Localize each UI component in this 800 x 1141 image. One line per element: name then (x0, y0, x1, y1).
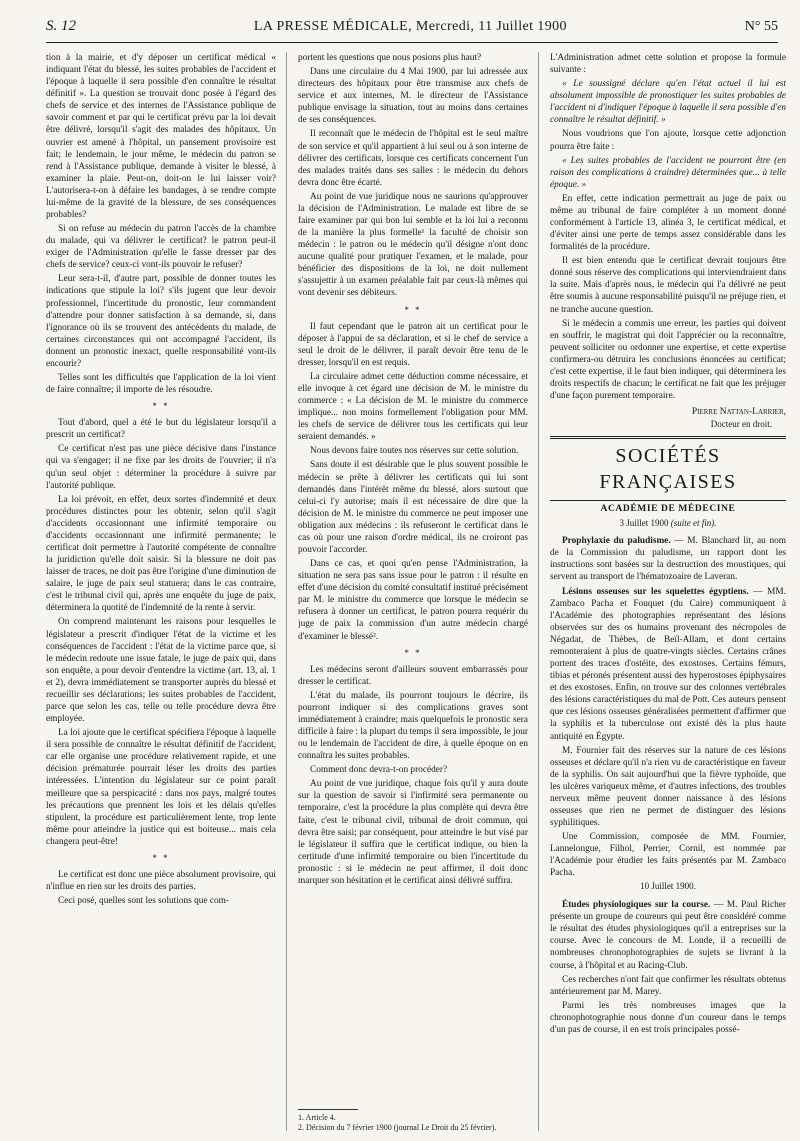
footnote: 1. Article 4. (298, 1113, 336, 1122)
society-heading: ACADÉMIE DE MÉDECINE (600, 504, 736, 515)
paragraph: La circulaire admet cette déduction comme nécessaire, et elle invoque à cet égard une décision de M. le ministre du commerce : « La décision de M. le ministre du commerce implique... non moins formellement l'obligation pour MM. les chefs de service de délivrer tous les certificats qui leur seraient demandés. » (298, 371, 528, 443)
paragraph: Dans ce cas, et quoi qu'en pense l'Administration, la situation ne sera pas sans issue pour le patron : il résulte en effet d'une décision du comité consultatif institué précisément par M. le ministre du commerce que lorsque le médecin se refusera à donner un certificat, le patron pourra requérir du juge de paix la commission d'un autre médecin chargé d'examiner le blessé². (298, 559, 528, 642)
paragraph: Ces recherches n'ont fait que confirmer les résultats obtenus antérieurement par M. Marey. (550, 974, 786, 997)
section-stars: * * (404, 304, 422, 315)
paragraph: Au point de vue juridique, chaque fois qu'il y aura doute sur la question de savoir si l'infirmité sera permanente ou temporaire, c'est la procédure la plus complète qui devra être faite, c'est le tribunal civil, tribunal de droit commun, qui devra être saisi; par conséquent, pour atteindre le but visé par le législateur il suffira que le certificat indique, ou bien la certitude d'une infirmité temporaire ou bien l'incertitude du pronostic : si le médecin ne peut affirmer, il doit donc marquer son hésitation et le certificat ainsi délivré suffira. (298, 779, 528, 886)
paragraph: Leur sera-t-il, d'autre part, possible de donner toutes les indications que stipule la loi? s'ils jugent que leur devoir professionnel, l'incertitude du pronostic, leur commandent d'attendre pour donner satisfaction à sa demande, si, dans l'ignorance où ils se trouvent des antécédents du malade, de certaines circonstances qui ont accompagné l'accident, ils donnent un pronostic inexact, quelle responsabilité vont-ils encourir? (46, 274, 276, 369)
column-rule (286, 52, 287, 1131)
footnote-rule (298, 1109, 358, 1110)
paragraph: Si le médecin a commis une erreur, les parties qui doivent en souffrir, le magistrat qui doit l'apprécier ou la reconnaître, peuvent solliciter ou ordonner une expertise, et cette expertise confirmera-ou détruira les conclusions énoncées au certificat; c'est cette expertise, il le faut bien indiquer, qui déterminera les droits respectifs de chacun; le certificat ne fait que les préjuger d'une façon purement temporaire. (550, 318, 786, 402)
author-title: Docteur en droit. (710, 418, 772, 429)
paragraph: Nous devons faire toutes nos réserves sur cette solution. (310, 446, 519, 457)
column-3 (550, 52, 786, 1135)
footnote: 2. Décision du 7 février 1900 (journal Le Droit du 25 février). (298, 1123, 497, 1132)
paragraph: Tout d'abord, quel a été le but du législateur lorsqu'il a prescrit un certificat? (46, 418, 276, 441)
paragraph: Ceci posé, quelles sont les solutions que com- (58, 896, 229, 907)
paragraph: L'Administration admet cette solution et propose la formule suivante : (550, 53, 786, 76)
paragraph: Comment donc devra-t-on procéder? (310, 765, 448, 776)
paragraph: Il reconnaît que le médecin de l'hôpital est le seul maître de son service et qu'il appartient à lui seul ou à son interne de délivrer des certificats, lorsque ces certificats concernent l'un des malades traités dans ses salles : le médecin du dehors devra donc être écarté. (298, 129, 528, 188)
item-title: Études physiologiques sur la course. (562, 900, 711, 911)
issue-number: N° 55 (744, 19, 778, 34)
journal-title: LA PRESSE MÉDICALE, Mercredi, 11 Juillet 1900 (253, 19, 567, 34)
paragraph: Au point de vue juridique nous ne saurions qu'approuver la décision de l'Administration. Le malade est libre de se faire examiner par qui bon lui semble et la loi lui a reconnu de la manière la plus formelle¹ la faculté de choisir son médecin : le patron ou le médecin qu'il désigne n'ont donc aucune qualité pour pratiquer l'examen, et le malade, pour bénéficier des dispositions de la loi, ne doit nullement s'assujettir à un examen préalable fait par ceux-là mêmes qui vont devenir ses débiteurs. (298, 191, 528, 299)
session-date (550, 518, 786, 530)
quoted-formula: « Le soussigné déclare qu'en l'état actuel il lui est absolument impossible de pronostiquer les suites probables de l'accident ni d'indiquer l'époque à laquelle il sera possible d'en connaître le résultat définitif. » (550, 79, 786, 126)
paragraph: Si on refuse au médecin du patron l'accès de la chambre du malade, qui va délivrer le certificat? le patron peut-il exiger de l'Administration qu'elle le fasse dresser par des chefs de service? ceux-ci vont-ils pouvoir le refuser? (46, 224, 276, 271)
paragraph: Une Commission, composée de MM. Fournier, Lannelongue, Filhol, Perrier, Cornil, est nommée par l'Académie pour étudier les faits présentés par M. Zambaco Pacha. (550, 832, 786, 879)
paragraph: portent les questions que nous posions plus haut? (298, 53, 482, 63)
page-header (46, 18, 778, 43)
paragraph (550, 899, 786, 971)
item-body: — M. Paul Richer présente un groupe de coureurs qui peut être considéré comme le résultat des études physiologiques qu'il a entreprises sur la course. Avec le concours de M. Londe, il a recueilli de nombreuses chronophotographies de sujets se livrant à la course, à l'hôpital et au Racing-Club. (550, 900, 786, 971)
section-title: SOCIÉTÉS FRANÇAISES (599, 445, 737, 494)
quoted-formula: « Les suites probables de l'accident ne pourront être (en raison des complications à craindre) déterminées que... à telle époque. » (550, 155, 786, 190)
paragraph: Il faut cependant que le patron ait un certificat pour le déposer à l'appui de sa déclaration, et si le chef de service a seul le droit de le délivrer, il paraît devoir être tenu de le dresser, lorsqu'il en est requis. (298, 321, 528, 368)
session-date-suffix: (suite et fin). (670, 517, 717, 528)
item-title: Prophylaxie du paludisme. (562, 536, 671, 547)
session-date: 10 Juillet 1900. (640, 881, 696, 892)
footnotes (298, 1109, 528, 1133)
section-rule (550, 436, 786, 439)
paragraph: La loi ajoute que le certificat spécifiera l'époque à laquelle il sera possible de connaître le résultat définitif de l'accident, car elle organise une procédure relativement rapide, et une décision prématurée pourrait léser les droits des parties intéressées. L'intention du législateur sur ce point paraît meilleure que sa perspicacité : dans nos pays, malgré toutes les précautions que prennent les lois et les délais qu'elles stipulent, la procédure est particulièrement lente, trop lente même pour atteindre la justice qui est boiteuse... mais cela changera peut-être! (46, 728, 276, 847)
paragraph: Sans doute il est désirable que le plus souvent possible le médecin se prête à délivrer les certificats qui lui sont demandés dans l'intérêt même du blessé, alors surtout que celui-ci l'y autorise; mais il est nécessaire de dire que la décision de M. le ministre du commerce ne peut imposer une obligation aux médecins : ils refuseront le certificat dans le cas où pour une raison d'ordre médical, ils ne croiront pas pouvoir l'accorder. (298, 460, 528, 555)
paragraph: tion à la mairie, et d'y déposer un certificat médical « indiquant l'état du blessé, les suites probables de l'accident et l'époque à laquelle il sera possible d'en connaître le résultat définitif ». La question se trouvait donc posée à l'égard des chefs de service et des internes de l'Assistance publique de savoir comment et par qui le certificat prévu par la loi devait être délivré, lorsqu'il s'agit des malades des hôpitaux. Un ouvrier est amené à l'hôpital, un pansement provisoire est fait; le lendemain, le jour même, le médecin du patron se rend à l'Assistance publique, demande à visiter le blessé, à examiner la plaie. Peut-on, doit-on le lui laisser voir? L'autorisera-t-on à défaire les bandages, à se rendre compte lui-même de la gravité de la blessure, de ses conséquences probables? (46, 53, 276, 221)
paragraph: Parmi les très nombreuses images que la chronophotographie nous donne d'un coureur dans le temps d'un pas de course, il en est trois principales possé- (550, 1000, 786, 1035)
paragraph: Le certificat est donc une pièce absolument provisoire, qui n'influe en rien sur les droits des parties. (46, 869, 276, 892)
paragraph: Ce certificat n'est pas une pièce décisive dans l'instance qui va s'engager; il ne fixe par les droits de l'ouvrier; il n'a qu'un seul objet : déterminer la procédure à suivre par l'autorité publique. (46, 444, 276, 491)
section-stars: * * (152, 401, 170, 412)
column-2 (298, 52, 528, 1135)
session-date-text: 3 Juillet 1900 (619, 517, 669, 528)
item-body: — M. Blanchard lit, au nom de la Commission du paludisme, un rapport dont les instructions sont basées sur la destruction des moustiques, qui servent au transport de l'hématozoaire de Laveran. (550, 536, 786, 583)
paragraph (550, 535, 786, 583)
section-stars: * * (404, 647, 422, 658)
section-stars: * * (152, 852, 170, 863)
paragraph: En effet, cette indication permettrait au juge de paix ou même au tribunal de faire compléter à un moment donné conformément à l'article 13, alinéa 3, le certificat médical, et d'éviter ainsi une perte de temps assez considérable dans les formalités de la procédure. (550, 193, 786, 253)
author-signature: Pierre Nattan-Larrier, (691, 407, 786, 418)
paragraph: Dans une circulaire du 4 Mai 1900, par lui adressée aux directeurs des hôpitaux pour être transmise aux chefs de service et aux internes, M. le directeur de l'Assistance publique envisage la situation, tout au moins dans certaines de ses conséquences. (298, 67, 528, 126)
paragraph: M. Fournier fait des réserves sur la nature de ces lésions osseuses et déclare qu'il n'a rien vu de caractéristique en faveur de la syphilis. On sait aujourd'hui que la fièvre typhoïde, que les ulcères variqueux même, et d'autres infections, des troubles nerveux même peuvent donner naissance à des lésions osseuses que rien ne permet de distinguer des lésions syphilitiques. (550, 745, 786, 829)
page-number: S. 12 (46, 18, 76, 34)
paragraph: Nous voudrions que l'on ajoute, lorsque cette adjonction pourra être faite : (550, 129, 786, 152)
paragraph: Il est bien entendu que le certificat devrait toujours être donné sous réserve des complications qui interviendraient dans la suite. Mais d'après nous, le médecin qui l'a délivré ne peut être soumis à aucune responsabilité puisqu'il ne préjuge rien, et ne tranche aucune question. (550, 256, 786, 315)
section-rule (550, 500, 786, 501)
paragraph: Telles sont les difficultés que l'application de la loi vient de faire connaître; il importe de les résoudre. (46, 373, 276, 396)
paragraph: L'état du malade, ils pourront toujours le décrire, ils pourront indiquer si des complications graves sont immédiatement à craindre; mais quelquefois le pronostic sera difficile à faire : la plupart du temps il sera impossible, le jour ou le lendemain de l'accident de dire, à quelle époque on en connaîtra les suites probables. (298, 690, 528, 762)
paragraph: La loi prévoit, en effet, deux sortes d'indemnité et deux procédures distinctes pour les obtenir, selon qu'il s'agit d'accidents occasionnant une infirmité temporaire ou d'accidents occasionnant une infirmité permanente; le certificat doit permettre à l'autorité compétente de connaître la juridiction qu'elle doit saisir. Si la blessure ne doit pas laisser de traces, ne doit pas être l'origine d'une diminution de salaire, le juge de paix seul statuera; dans le cas contraire, c'est le tribunal civil qui, après une enquête du juge de paix, déterminera la quotité de l'indemnité de la rente à servir. (46, 494, 276, 614)
column-1 (46, 52, 276, 1135)
paragraph: On comprend maintenant les raisons pour lesquelles le législateur a prescrit d'indiquer l'état de la victime et les conséquences de l'accident : l'état de la victime parce que, si le médecin redoute une issue fatale, le juge de paix qui, dans son enquête, a pour devoir d'entendre la victime (art. 13, al. 1 et 2), devra immédiatement se transporter auprès du blessé et recueillir ses déclarations; les suites probables de l'accident, parce que selon les cas, telle ou telle procédure devra être employée. (46, 617, 276, 725)
item-title: Lésions osseuses sur les squelettes égyptiens. (562, 586, 749, 597)
column-rule (538, 52, 539, 1131)
paragraph (550, 586, 786, 743)
item-body: — MM. Zambaco Pacha et Fouquet (du Caire) communiquent à l'Académie des photographies représentant des lésions observées sur des os humains provenant des nécropoles de Négadat, de Thèbes, de Beïl-Allam, et dont certains remonteraient à plus de quatre-vingts siècles. Certains crânes portent des traces d'ostéite, des exostoses. Certains fémurs, tibias et péronés présentent aussi des hyperostoses épiphysaires et des exostoses. Enfin, on trouve sur des colonnes vertébrales des lésions caractéristiques du mal de Pott. Ces auteurs pensent que ces lésions osseuses généralisées permettent d'affirmer que la syphilis et la tuberculose ont existé dès la plus haute antiquité en Égypte. (550, 586, 786, 742)
paragraph: Les médecins seront d'ailleurs souvent embarrassés pour dresser le certificat. (298, 664, 528, 687)
